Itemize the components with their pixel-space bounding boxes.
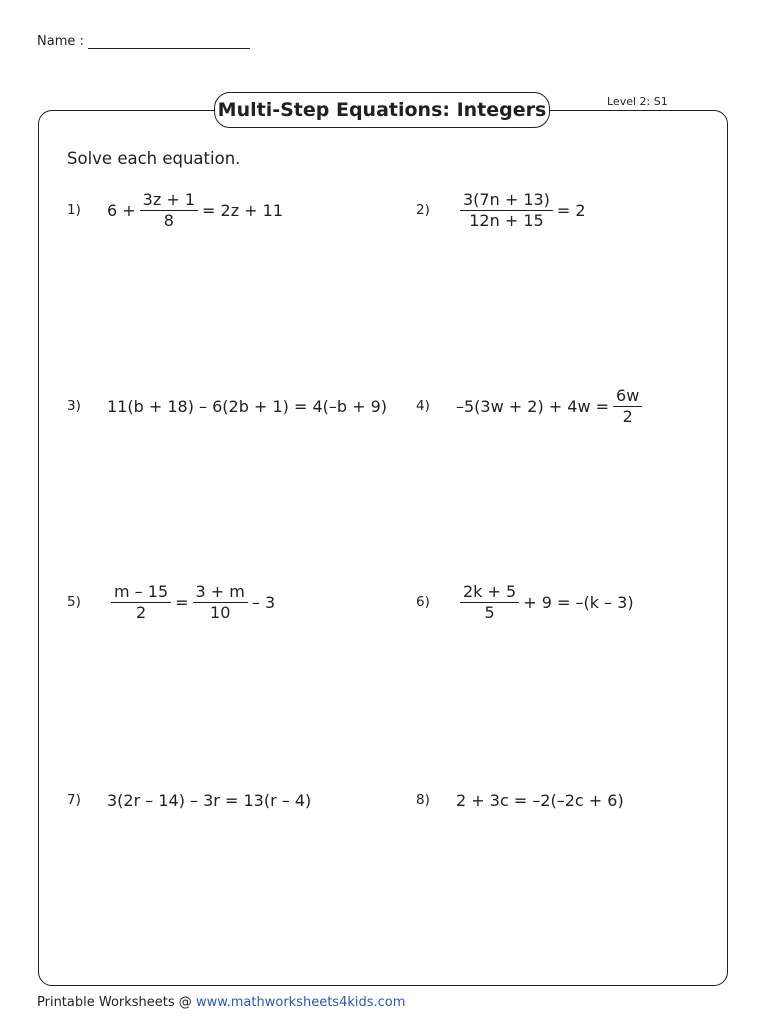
- level-label: Level 2: S1: [607, 95, 668, 108]
- expression-right: = 2z + 11: [202, 200, 284, 220]
- expression-left: 6 +: [107, 200, 136, 220]
- fraction: [460, 583, 519, 622]
- fraction-denominator: 10: [210, 602, 231, 622]
- fraction: [111, 583, 171, 622]
- footer: [37, 995, 405, 1010]
- fraction-numerator: 3(7n + 13): [460, 191, 553, 211]
- footer-label: Printable Worksheets @: [37, 995, 192, 1010]
- problem-number: 3): [67, 398, 81, 414]
- problem-7: [67, 778, 311, 822]
- fraction-denominator: 8: [163, 210, 174, 230]
- fraction: [613, 387, 642, 426]
- equation-text: 3(2r – 14) – 3r = 13(r – 4): [107, 790, 312, 810]
- problem-number: 4): [416, 398, 430, 414]
- problem-4: [416, 384, 646, 428]
- fraction-numerator: m – 15: [111, 583, 171, 603]
- fraction: [193, 583, 248, 622]
- fraction-denominator: 12n + 15: [469, 210, 544, 230]
- problem-5: [67, 580, 275, 624]
- fraction: [140, 191, 198, 230]
- instruction-text: Solve each equation.: [67, 149, 241, 168]
- fraction-denominator: 5: [484, 602, 495, 622]
- equation-text: 2 + 3c = –2(–2c + 6): [456, 790, 624, 810]
- name-blank-line[interactable]: [88, 33, 250, 49]
- problem-number: 1): [67, 202, 81, 218]
- fraction: [460, 191, 553, 230]
- problem-number: 7): [67, 792, 81, 808]
- problem-number: 5): [67, 594, 81, 610]
- problem-number: 2): [416, 202, 430, 218]
- fraction-denominator: 2: [622, 406, 633, 426]
- footer-website-link[interactable]: www.mathworksheets4kids.com: [195, 995, 406, 1010]
- worksheet-frame: [38, 110, 728, 986]
- name-label: Name :: [37, 34, 84, 49]
- problem-3: [67, 384, 387, 428]
- problem-number: 6): [416, 594, 430, 610]
- fraction-numerator: 3 + m: [193, 583, 248, 603]
- equals-sign: =: [175, 592, 189, 612]
- problem-8: [416, 778, 624, 822]
- problem-2: [416, 188, 586, 232]
- expression-right: = 2: [556, 200, 586, 220]
- fraction-numerator: 2k + 5: [460, 583, 519, 603]
- name-field-row: [37, 33, 250, 49]
- fraction-numerator: 6w: [613, 387, 642, 407]
- problem-6: [416, 580, 634, 624]
- expression-right: – 3: [251, 592, 276, 612]
- expression-right: + 9 = –(k – 3): [523, 592, 634, 612]
- fraction-denominator: 2: [135, 602, 147, 622]
- worksheet-title-text: Multi-Step Equations: Integers: [217, 99, 547, 121]
- problem-number: 8): [416, 792, 430, 808]
- worksheet-title: [214, 92, 550, 128]
- fraction-numerator: 3z + 1: [140, 191, 198, 211]
- equation-text: 11(b + 18) – 6(2b + 1) = 4(–b + 9): [107, 396, 388, 416]
- expression-left: –5(3w + 2) + 4w =: [456, 396, 610, 416]
- problem-1: [67, 188, 283, 232]
